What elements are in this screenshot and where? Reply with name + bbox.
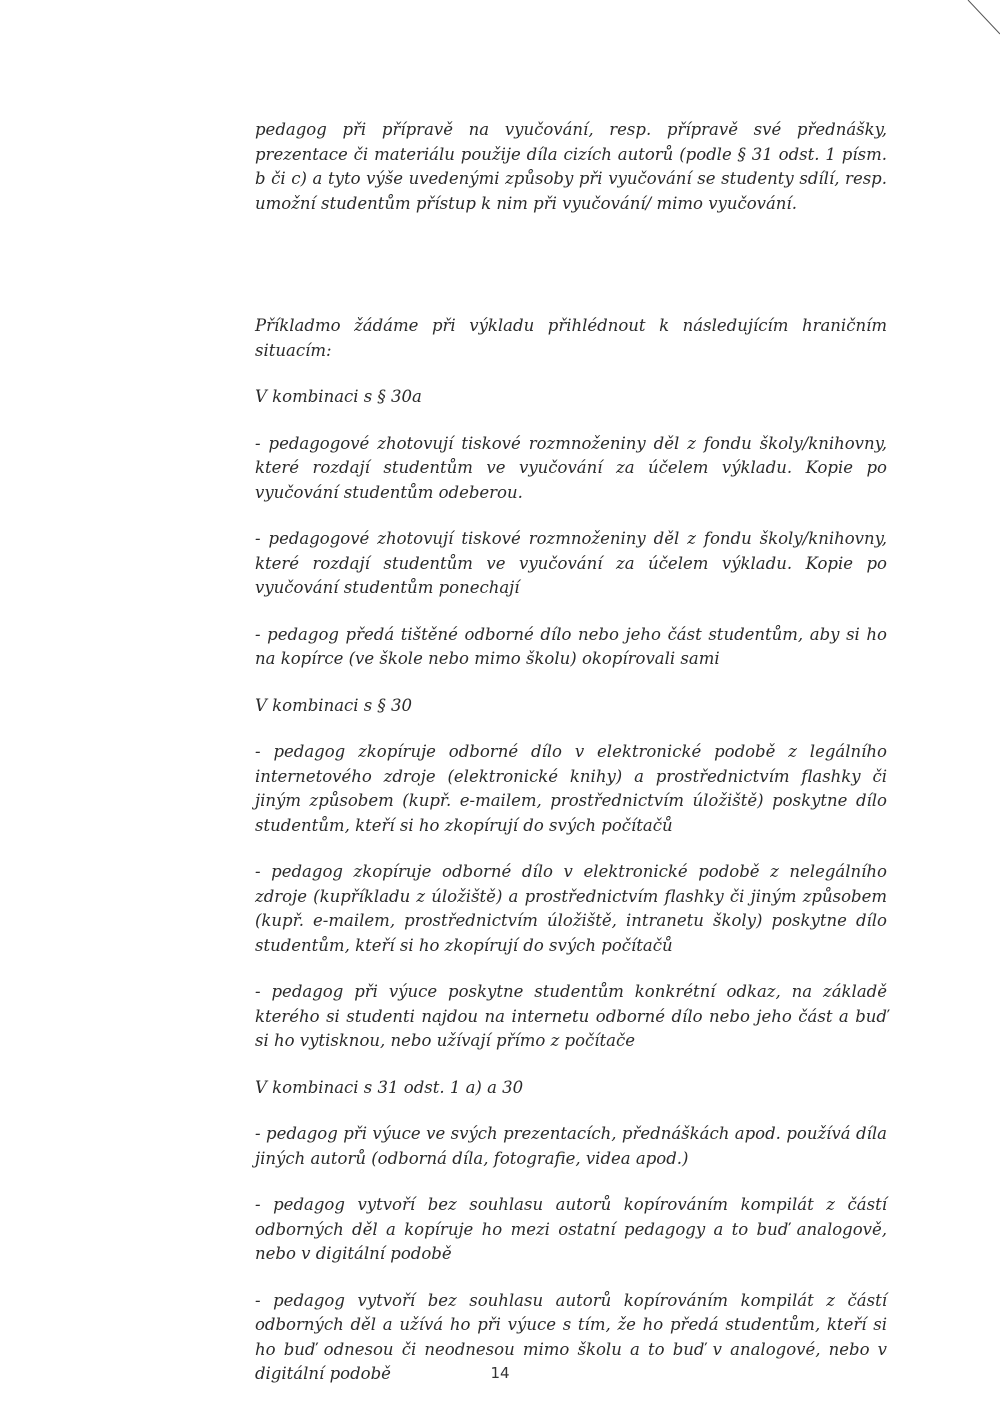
list-item: - pedagog zkopíruje odborné dílo v elektronické podobě z legálního internetového zdroje (elektronické knihy) a prostřednictvím flashky či jiným způsobem (kupř. e-mailem, prostřednictvím úložiště) poskytne dílo studentům, kteří si ho zkopírují do svých počítačů bbox=[255, 742, 887, 835]
list-item: - pedagog při výuce ve svých prezentacích, přednáškách apod. používá díla jiných autorů (odborná díla, fotografie, videa apod.) bbox=[255, 1124, 887, 1168]
list-item: - pedagog zkopíruje odborné dílo v elektronické podobě z nelegálního zdroje (kupříkladu z úložiště) a prostřednictvím flashky či jiným způsobem (kupř. e-mailem, prostřednictvím úložiště, intranetu školy) poskytne dílo studentům, kteří si ho zkopírují do svých počítačů bbox=[255, 862, 887, 955]
list-item: - pedagog předá tištěné odborné dílo nebo jeho část studentům, aby si ho na kopírce (ve škole nebo mimo školu) okopírovali sami bbox=[255, 624, 887, 668]
page-number: 14 bbox=[490, 1364, 510, 1382]
section-heading: V kombinaci s 31 odst. 1 a) a 30 bbox=[255, 1077, 524, 1097]
list-item: - pedagog vytvoří bez souhlasu autorů kopírováním kompilát z částí odborných děl a kopíruje ho mezi ostatní pedagogy a to buď analogově, nebo v digitální podobě bbox=[255, 1195, 887, 1263]
lead-paragraph: Příkladmo žádáme při výkladu přihlédnout k následujícím hraničním situacím: bbox=[255, 316, 887, 360]
spacer bbox=[255, 216, 887, 314]
list-item: - pedagog při výuce poskytne studentům konkrétní odkaz, na základě kterého si studenti najdou na internetu odborné dílo nebo jeho část a buď si ho vytisknou, nebo užívají přímo z počítače bbox=[255, 982, 887, 1050]
section-heading: V kombinaci s § 30 bbox=[255, 695, 413, 715]
section-heading: V kombinaci s § 30a bbox=[255, 387, 422, 406]
list-item: - pedagogové zhotovují tiskové rozmnoženiny děl z fondu školy/knihovny, které rozdají studentům ve vyučování za účelem výkladu. Kopie po vyučování studentům odeberou. bbox=[255, 433, 887, 502]
list-item: - pedagogové zhotovují tiskové rozmnoženiny děl z fondu školy/knihovny, které rozdají studentům ve vyučování za účelem výkladu. Kopie po vyučování studentům ponechají bbox=[255, 529, 887, 597]
page-body bbox=[255, 118, 887, 1387]
scan-corner-line bbox=[960, 0, 1000, 40]
intro-paragraph: pedagog při přípravě na vyučování, resp. přípravě své přednášky, prezentace či materiálu použije díla cizích autorů (podle § 31 odst. 1 písm. b či c) a tyto výše uvedenými způsoby při vyučování se studenty sdílí, resp. umožní studentům přístup k nim při vyučování/ mimo vyučování. bbox=[255, 120, 887, 213]
list-item: - pedagog vytvoří bez souhlasu autorů kopírováním kompilát z částí odborných děl a užívá ho při výuce s tím, že ho předá studentům, kteří si ho buď odnesou či neodnesou mimo školu a to buď v analogové, nebo v digitální podobě bbox=[255, 1290, 887, 1383]
